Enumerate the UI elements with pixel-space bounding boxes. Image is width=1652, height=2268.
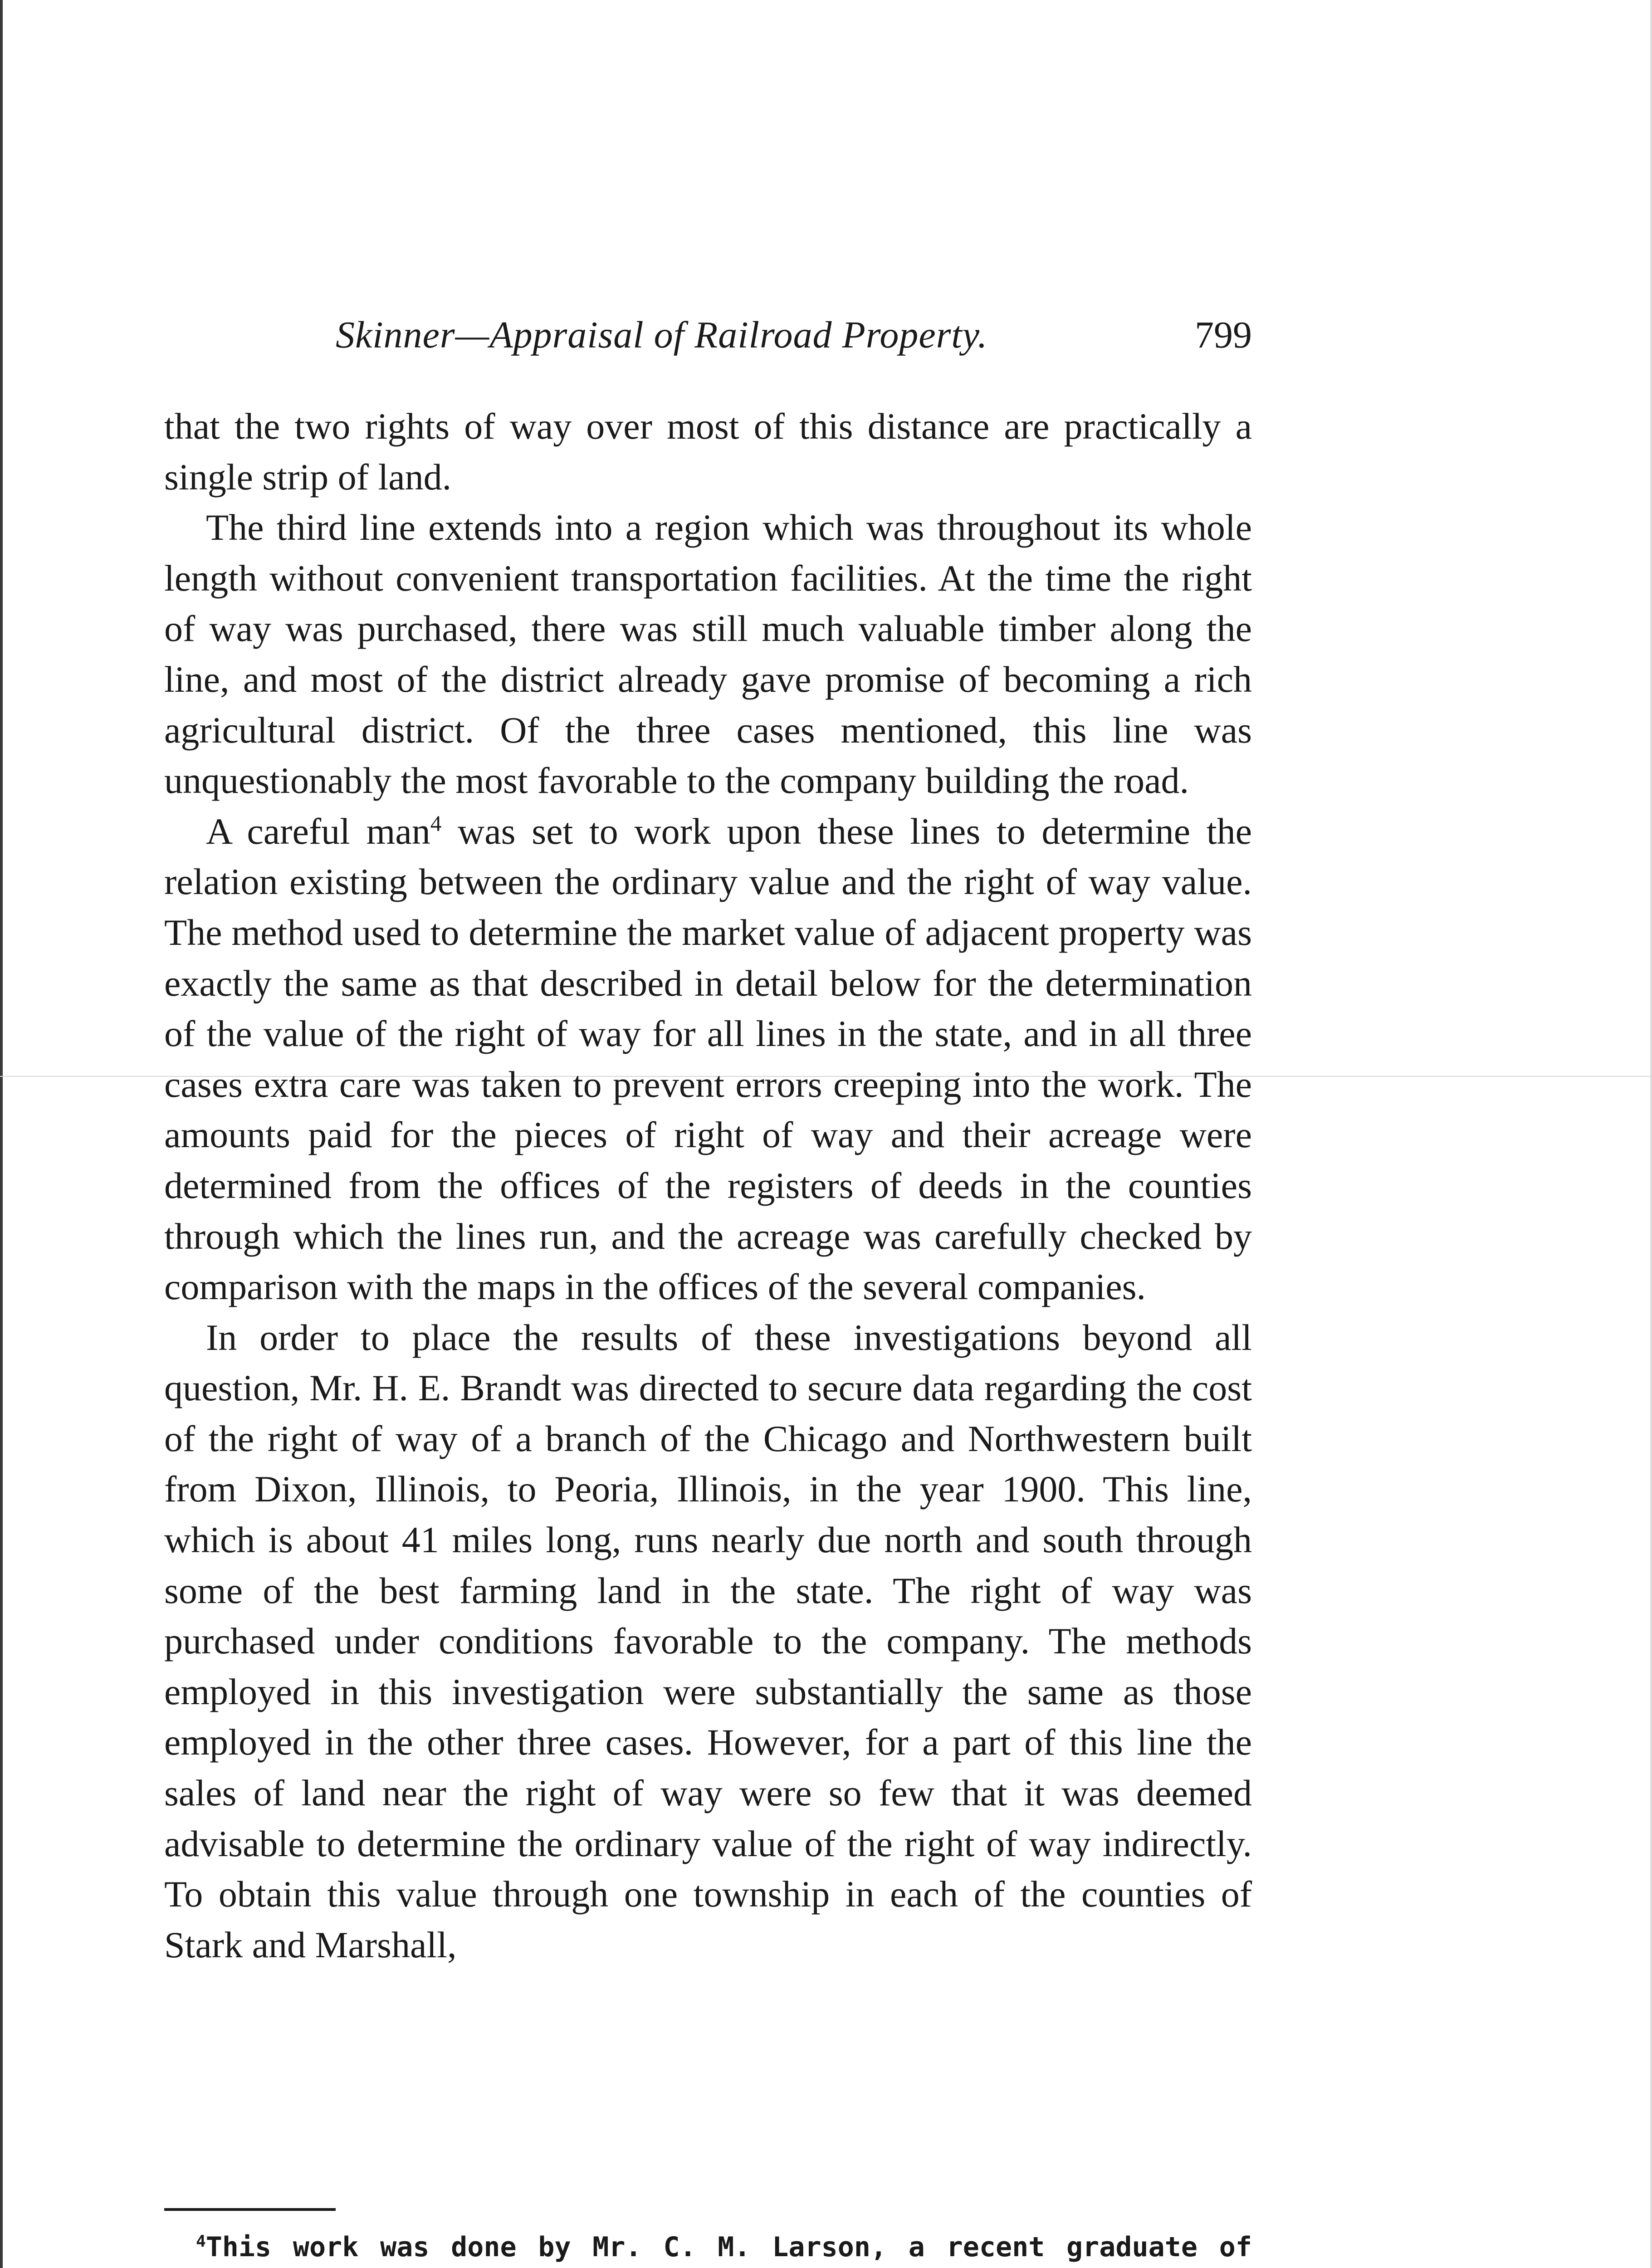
footnote-marker: 4: [196, 2232, 206, 2251]
page-header: [163, 313, 1252, 367]
page-number: 799: [1195, 314, 1252, 356]
paragraph-2: The third line extends into a region which was throughout its whole length without convenient transportation facilities. At the time the right of way was purchased, there was still much valuable timber along the line, and most of the district already gave promise of becoming a rich agricultural district. Of the three cases mentioned, this line was unquestionably the most favorable to the company building the road.: [164, 507, 1252, 802]
paragraph-3: [164, 806, 1252, 1312]
footnote: [164, 2228, 1252, 2268]
footnote-text: This work was done by Mr. C. M. Larson, a recent graduate of: [205, 2231, 1252, 2263]
paragraph-3-start: A careful man: [206, 810, 430, 852]
footnote-reference: 4: [430, 811, 442, 836]
scan-edge-right: [1650, 0, 1652, 2268]
scan-edge-left: [0, 0, 3, 2268]
paragraph-3-rest: was set to work upon these lines to determine the relation existing between the ordinary value and the right of way value. The method used to determine the market value of adjacent property was exactly the same as that described in detail below for the determination of the value of the right of way for all lines in the state, and in all three cases extra care was taken to prevent errors creeping into the work. The amounts paid for the pieces of right of way and their acreage were determined from the offices of the registers of deeds in the counties through which the lines run, and the acreage was carefully checked by comparison with the maps in the offices of the several companies.: [164, 810, 1252, 1308]
paragraph-4: In order to place the results of these investigations beyond all question, Mr. H. E. Brandt was directed to secure data regarding the cost of the right of way of a branch of the Chicago and Northwestern built from Dixon, Illinois, to Peoria, Illinois, in the year 1900. This line, which is about 41 miles long, runs nearly due north and south through some of the best farming land in the state. The right of way was purchased under conditions favorable to the company. The methods employed in this investigation were substantially the same as those employed in the other three cases. However, for a part of this line the sales of land near the right of way were so few that it was deemed advisable to determine the ordinary value of the right of way indirectly. To obtain this value through one township in each of the counties of Stark and Marshall,: [164, 1316, 1252, 1965]
body-text: [164, 401, 1252, 1970]
paragraph-1: that the two rights of way over most of this distance are practically a single strip of land.: [164, 406, 1252, 498]
running-title: Skinner—Appraisal of Railroad Property.: [336, 314, 988, 356]
footnote-rule: [164, 2208, 336, 2211]
